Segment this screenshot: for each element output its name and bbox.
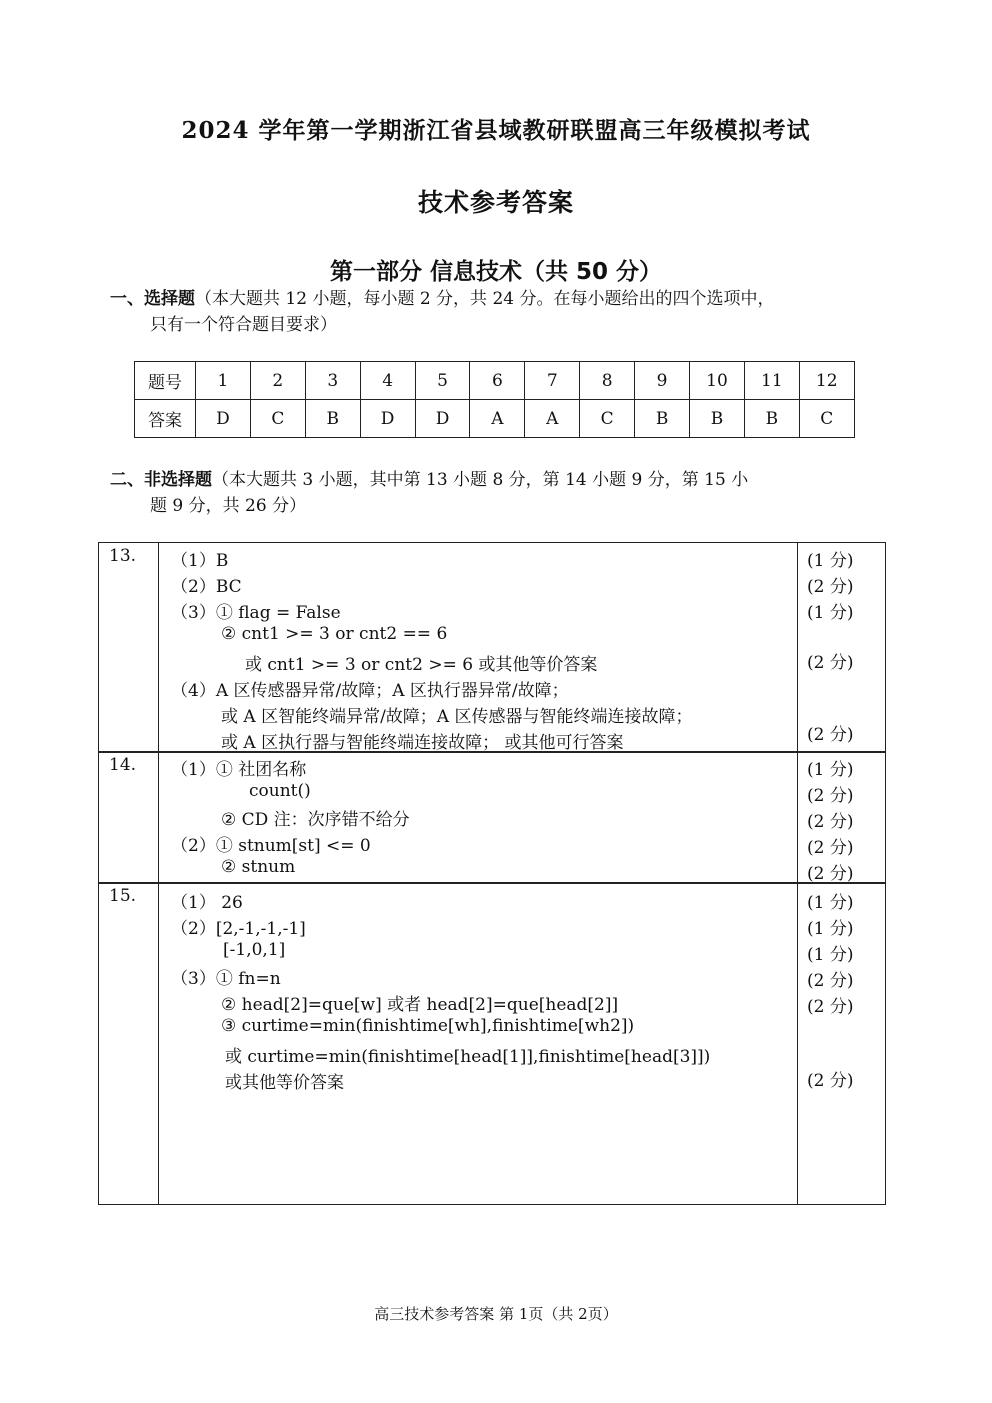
section1-label: 一、选择题: [110, 289, 195, 309]
mc-num-cell: 1: [196, 362, 251, 400]
q14-line: （2）① stnum[st] <= 0: [171, 836, 371, 856]
mc-num-cell: 11: [744, 362, 799, 400]
section1-desc: （本大题共 12 小题，每小题 2 分，共 24 分。在每小题给出的四个选项中，: [195, 289, 775, 309]
q13-number: 13.: [109, 546, 137, 566]
mc-number-row: [135, 362, 855, 400]
mc-answer-cell: D: [196, 400, 251, 438]
section1-line1: [110, 287, 775, 312]
mc-answer-cell: A: [470, 400, 525, 438]
part-heading: 第一部分 信息技术（共 50 分）: [329, 259, 663, 285]
q13-line: （4）A 区传感器异常/故障；A 区执行器异常/故障；: [171, 681, 569, 701]
q15-number: 15.: [109, 886, 137, 906]
mc-answer-cell: B: [635, 400, 690, 438]
q13-line: 或 A 区智能终端异常/故障；A 区传感器与智能终端连接故障；: [221, 707, 693, 727]
section2-desc-line2: 题 9 分，共 26 分）: [150, 496, 307, 516]
mc-num-cell: 7: [525, 362, 580, 400]
mc-num-cell: 4: [360, 362, 415, 400]
q14-line: （1）① 社团名称: [171, 760, 307, 780]
q15-line: （3）① fn=n: [171, 969, 281, 989]
q14-points: (1 分): [807, 760, 854, 780]
q13-points: (2 分): [807, 653, 854, 673]
mc-num-cell: 9: [635, 362, 690, 400]
mc-answer-cell: C: [799, 400, 854, 438]
mc-num-cell: 12: [799, 362, 854, 400]
q13-line: 或 cnt1 >= 3 or cnt2 >= 6 或其他等价答案: [245, 655, 598, 675]
mc-num-cell: 8: [580, 362, 635, 400]
q15-line: [-1,0,1]: [223, 940, 286, 960]
q13-block: [98, 542, 886, 753]
mc-num-cell: 10: [690, 362, 745, 400]
q13-line: ② cnt1 >= 3 or cnt2 == 6: [221, 624, 448, 644]
page-footer: 高三技术参考答案 第 1页（共 2页）: [374, 1305, 618, 1323]
section2-label: 二、非选择题: [110, 470, 212, 490]
mc-answer-cell: D: [415, 400, 470, 438]
mc-row-header: 题号: [135, 362, 196, 400]
q14-points: (2 分): [807, 864, 854, 884]
q15-line: （2）[2,-1,-1,-1]: [171, 919, 306, 939]
mc-answer-table: [134, 361, 855, 438]
mc-row-header: 答案: [135, 400, 196, 438]
mc-answer-row: [135, 400, 855, 438]
q15-line: 或其他等价答案: [225, 1073, 344, 1093]
mc-answer-cell: B: [744, 400, 799, 438]
q14-points: (2 分): [807, 812, 854, 832]
mc-answer-cell: A: [525, 400, 580, 438]
q13-points: (1 分): [807, 603, 854, 623]
q15-points: (1 分): [807, 919, 854, 939]
mc-num-cell: 2: [250, 362, 305, 400]
q13-line: （3）① flag = False: [171, 603, 341, 623]
q14-block: [98, 751, 886, 884]
q14-number: 14.: [109, 755, 137, 775]
q14-line: ② stnum: [221, 857, 296, 877]
mc-answer-cell: B: [305, 400, 360, 438]
mc-num-cell: 6: [470, 362, 525, 400]
mc-answer-cell: C: [250, 400, 305, 438]
q14-line: ② CD 注：次序错不给分: [221, 810, 410, 830]
q13-points: (1 分): [807, 551, 854, 571]
q14-points: (2 分): [807, 786, 854, 806]
q14-points: (2 分): [807, 838, 854, 858]
q13-points: (2 分): [807, 577, 854, 597]
q13-line: 或 A 区执行器与智能终端连接故障； 或其他可行答案: [221, 733, 624, 753]
q15-points: (2 分): [807, 997, 854, 1017]
doc-subtitle: 技术参考答案: [417, 188, 574, 217]
q15-line: （1） 26: [171, 893, 243, 913]
section2-desc: （本大题共 3 小题，其中第 13 小题 8 分，第 14 小题 9 分，第 15 小: [212, 470, 749, 490]
q15-points: (2 分): [807, 971, 854, 991]
q13-line: （1）B: [171, 551, 229, 571]
mc-answer-cell: C: [580, 400, 635, 438]
q15-line: ③ curtime=min(finishtime[wh],finishtime[wh2]): [221, 1016, 635, 1036]
q15-points: (2 分): [807, 1071, 854, 1091]
exam-title: 2024 学年第一学期浙江省县域教研联盟高三年级模拟考试: [181, 117, 811, 144]
q14-line: count(): [249, 781, 311, 801]
section1-desc-line2: 只有一个符合题目要求）: [150, 315, 337, 335]
q15-points: (1 分): [807, 893, 854, 913]
mc-answer-cell: D: [360, 400, 415, 438]
mc-num-cell: 5: [415, 362, 470, 400]
q13-line: （2）BC: [171, 577, 242, 597]
q15-points: (1 分): [807, 945, 854, 965]
q13-points: (2 分): [807, 725, 854, 745]
q15-line: ② head[2]=que[w] 或者 head[2]=que[head[2]]: [221, 995, 619, 1015]
q15-line: 或 curtime=min(finishtime[head[1]],finishtime[head[3]]): [225, 1047, 711, 1067]
mc-answer-cell: B: [690, 400, 745, 438]
q15-block: [98, 882, 886, 1205]
section2-line1: [110, 468, 748, 493]
mc-num-cell: 3: [305, 362, 360, 400]
